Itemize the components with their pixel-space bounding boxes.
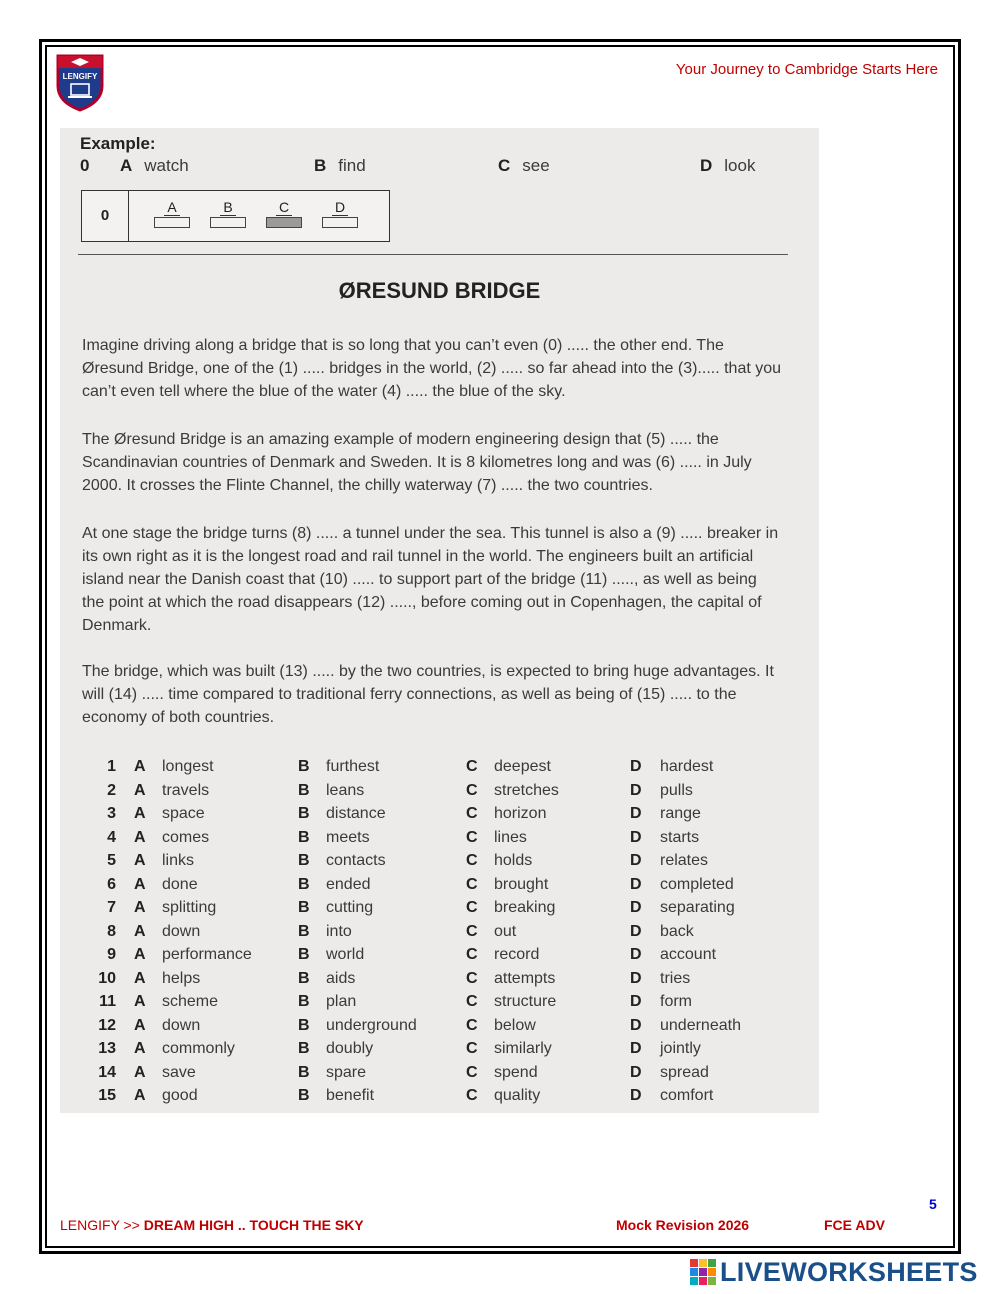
question-number: 15 [98,1087,116,1104]
option-word-b: meets [326,828,370,846]
option-letter-b: B [298,875,310,893]
option-letter-d: D [630,781,642,799]
option-word-c: stretches [494,781,559,799]
option-letter-a: A [134,875,146,893]
option-letter-b: B [298,828,310,846]
option-letter-b: B [298,758,310,775]
option-letter-a: A [134,1087,146,1104]
option-letter-d: D [630,1016,642,1034]
option-letter-b: B [298,1016,310,1034]
question-number: 3 [107,805,116,822]
watermark-grid-cell [690,1259,698,1267]
svg-text:LENGIFY: LENGIFY [62,72,98,81]
example-option-d: D look [700,156,756,175]
option-letter-c: C [466,875,478,893]
option-letter-b: B [298,781,310,799]
option-word-c: lines [494,828,527,846]
example-number: 0 [80,156,90,175]
option-letter-c: C [466,781,478,799]
article-paragraph-1: Imagine driving along a bridge that is so long that you can’t even (0) ..... the other end. The Øresund Bridge, one of the (1) ..... bridges in the world, (2) ..... so far ahead into the (3)..... that you can’t even tell where the blue of the water (4) ..... the blue of the sky. [82,337,782,400]
question-number: 6 [107,875,116,893]
option-letter-a: A [134,758,146,775]
example-option-b: B find [314,156,366,175]
option-word-d: spread [660,1063,709,1081]
option-letter-d: D [630,899,642,916]
question-number: 1 [107,758,116,775]
option-letter-c: C [466,828,478,846]
option-letter-d: D [630,1063,642,1081]
option-word-d: underneath [660,1016,741,1034]
question-number: 4 [107,828,116,846]
option-letter-a: A [134,922,146,940]
article-paragraph-4: The bridge, which was built (13) ..... by the two countries, is expected to bring huge advantages. It will (14) ..... time compared to traditional ferry connections, as well as being of (15) ..... to the economy of both countries. [82,663,774,726]
watermark-grid-cell [690,1277,698,1285]
option-letter-d: D [630,828,642,846]
option-word-d: relates [660,852,709,869]
page-number: 5 [929,1196,937,1212]
answer-box-option-d: D [322,199,358,228]
question-number: 9 [107,946,116,963]
option-word-a: down [162,922,201,940]
option-word-c: brought [494,875,549,893]
answer-box-option-a: A [154,199,190,228]
option-word-a: scheme [162,993,219,1010]
option-word-a: commonly [162,1040,235,1057]
liveworksheets-watermark [690,1256,978,1288]
option-word-c: record [494,946,540,963]
option-word-b: cutting [326,899,374,916]
option-word-a: splitting [162,899,217,916]
option-word-a: helps [162,969,201,987]
worksheet-scan [60,128,819,1113]
footer-level: FCE ADV [824,1217,885,1233]
option-word-b: world [326,946,365,963]
option-word-c: structure [494,993,557,1010]
watermark-grid-cell [708,1277,716,1285]
option-letter-a: A [134,946,146,963]
option-letter-b: B [298,922,310,940]
option-letter-c: C [466,922,478,940]
watermark-grid-cell [708,1268,716,1276]
option-word-b: spare [326,1063,367,1081]
question-number: 5 [107,852,116,869]
option-letter-b: B [298,1063,310,1081]
option-word-b: plan [326,993,357,1010]
option-letter-d: D [630,875,642,893]
option-letter-c: C [466,899,478,916]
option-letter-b: B [298,946,310,963]
answer-box-option-b: B [210,199,246,228]
question-number: 7 [107,899,116,916]
answer-box-number: 0 [82,191,129,241]
option-word-c: deepest [494,758,551,775]
option-word-b: aids [326,969,356,987]
option-word-d: separating [660,899,735,916]
option-letter-b: B [298,993,310,1010]
option-word-b: furthest [326,758,380,775]
option-word-b: into [326,922,352,940]
lengify-logo-icon [55,52,105,112]
option-letter-c: C [466,1016,478,1034]
option-letter-a: A [134,852,146,869]
header-tagline: Your Journey to Cambridge Starts Here [675,61,938,78]
option-word-a: longest [162,758,214,775]
option-letter-a: A [134,781,146,799]
option-word-b: contacts [326,852,386,869]
option-letter-b: B [298,852,310,869]
answer-box-option-c: C [266,199,302,228]
option-letter-c: C [466,1087,478,1104]
option-word-d: hardest [660,758,714,775]
option-letter-c: C [466,852,478,869]
option-word-c: attempts [494,969,556,987]
option-word-c: similarly [494,1040,552,1057]
footer-mock-title: Mock Revision 2026 [616,1217,750,1233]
option-letter-a: A [134,1063,146,1081]
option-word-d: jointly [660,1040,701,1057]
option-letter-d: D [630,922,642,940]
option-letter-d: D [630,1087,642,1104]
option-word-c: out [494,922,517,940]
option-letter-c: C [466,993,478,1010]
option-letter-d: D [630,758,642,775]
option-word-a: save [162,1063,196,1081]
question-number: 8 [107,922,116,940]
option-letter-c: C [466,758,478,775]
option-word-b: distance [326,805,386,822]
divider-line [78,254,788,255]
option-word-b: leans [326,781,365,799]
option-letter-a: A [134,1016,146,1034]
option-letter-b: B [298,1040,310,1057]
option-word-c: quality [494,1087,541,1104]
option-word-c: spend [494,1063,538,1081]
watermark-grid-cell [699,1277,707,1285]
option-word-d: account [660,946,717,963]
example-option-a: A watch [120,156,189,175]
watermark-grid-cell [699,1259,707,1267]
option-word-d: pulls [660,781,693,799]
option-letter-d: D [630,946,642,963]
example-answer-box [81,190,390,242]
option-letter-b: B [298,899,310,916]
option-word-b: doubly [326,1040,374,1057]
question-number: 13 [98,1040,116,1057]
option-word-d: comfort [660,1087,714,1104]
question-number: 2 [107,781,116,799]
option-letter-d: D [630,805,642,822]
watermark-grid-cell [708,1259,716,1267]
question-number: 12 [98,1016,116,1034]
watermark-grid-cell [699,1268,707,1276]
option-letter-c: C [466,1063,478,1081]
option-word-d: starts [660,828,700,846]
liveworksheets-grid-icon [690,1259,716,1285]
article-paragraph-3: At one stage the bridge turns (8) ..... a tunnel under the sea. This tunnel is also a (9) ..... breaker in its own right as it is the longest road and rail tunnel in the world. The engineers built an artificial island near the Danish coast that (10) ..... to support part of the bridge (11) ....., as well as being the point at which the road disappears (12) ....., before coming out in Copenhagen, the capital of Denmark. [82,525,779,634]
option-word-a: travels [162,781,210,799]
option-word-c: breaking [494,899,556,916]
option-word-d: form [660,993,692,1010]
option-word-d: completed [660,875,734,893]
option-word-c: horizon [494,805,547,822]
option-word-d: back [660,922,694,940]
option-word-a: comes [162,828,210,846]
option-word-a: down [162,1016,201,1034]
option-letter-d: D [630,852,642,869]
option-letter-c: C [466,946,478,963]
question-number: 14 [98,1063,116,1081]
article-paragraph-2: The Øresund Bridge is an amazing example of modern engineering design that (5) ..... the Scandinavian countries of Denmark and Sweden. It is 8 kilometres long and was (6) ..... in July 2000. It crosses the Flinte Channel, the chilly waterway (7) ..... the two countries. [82,431,752,494]
option-word-b: benefit [326,1087,375,1104]
watermark-grid-cell [690,1268,698,1276]
article-title: ØRESUND BRIDGE [338,278,541,303]
option-word-b: ended [326,875,371,893]
question-number: 10 [98,969,116,987]
option-letter-b: B [298,1087,310,1104]
question-number: 11 [99,993,116,1010]
option-letter-a: A [134,1040,146,1057]
option-letter-c: C [466,969,478,987]
example-title: Example: [80,134,156,153]
option-letter-d: D [630,969,642,987]
option-word-a: space [162,805,205,822]
footer-slogan: LENGIFY >> DREAM HIGH .. TOUCH THE SKY [60,1217,364,1233]
option-word-a: good [162,1087,198,1104]
option-letter-d: D [630,993,642,1010]
option-letter-a: A [134,828,146,846]
liveworksheets-text: LIVEWORKSHEETS [720,1256,978,1287]
option-letter-b: B [298,969,310,987]
option-letter-c: C [466,1040,478,1057]
option-letter-a: A [134,899,146,916]
option-letter-a: A [134,805,146,822]
option-word-c: holds [494,852,533,869]
option-word-a: done [162,875,198,893]
option-letter-c: C [466,805,478,822]
option-word-b: underground [326,1016,417,1034]
option-letter-b: B [298,805,310,822]
option-word-d: tries [660,969,691,987]
option-word-a: performance [162,946,252,963]
option-letter-a: A [134,969,146,987]
example-option-c: C see [498,156,550,175]
option-word-a: links [162,852,195,869]
option-letter-a: A [134,993,146,1010]
option-word-d: range [660,805,701,822]
option-word-c: below [494,1016,536,1034]
option-letter-d: D [630,1040,642,1057]
